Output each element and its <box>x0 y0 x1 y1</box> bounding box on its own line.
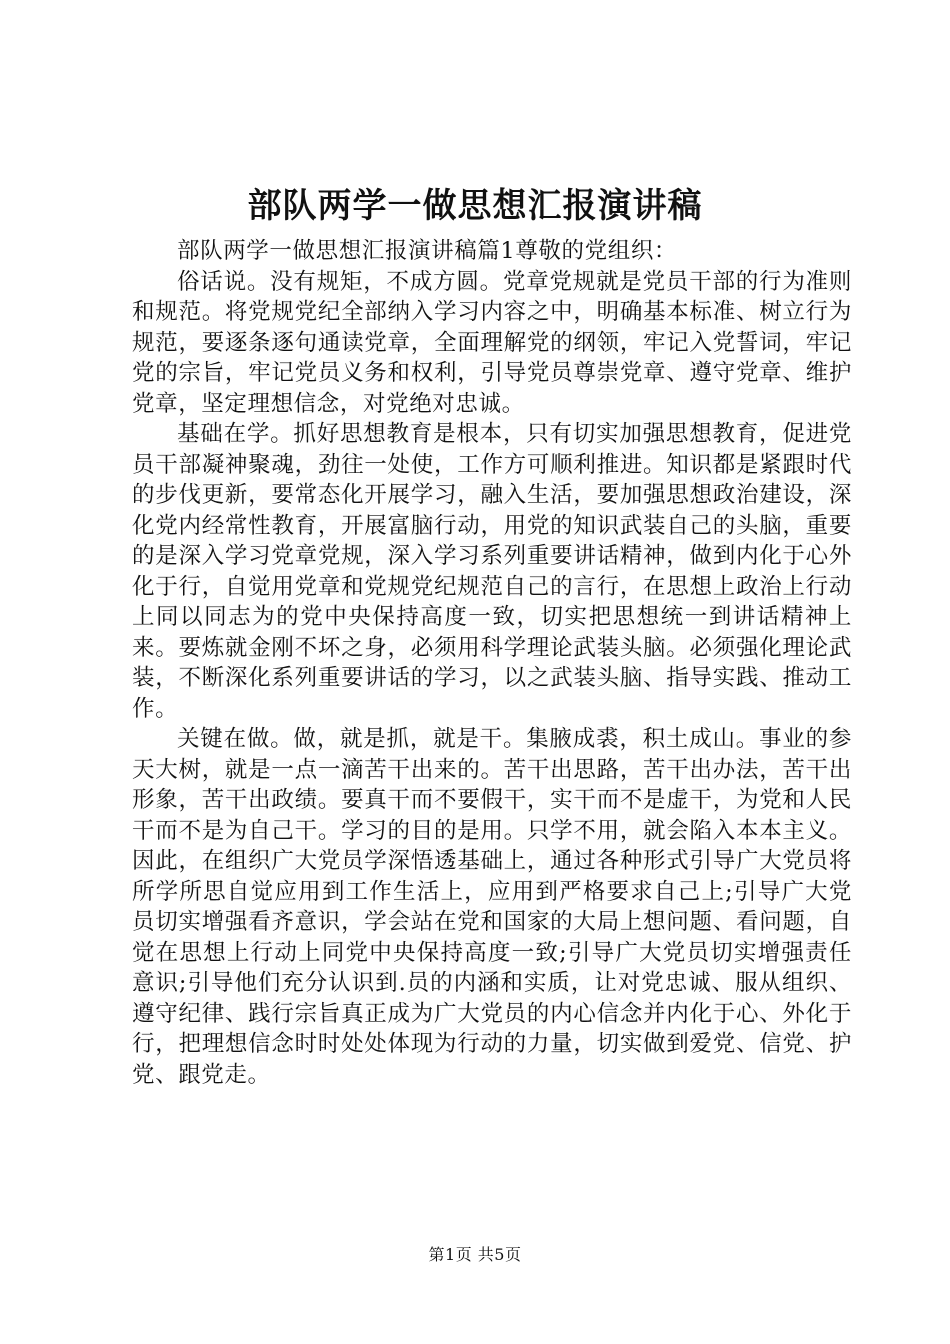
paragraph-study: 基础在学。抓好思想教育是根本，只有切实加强思想教育，促进党员干部凝神聚魂，劲往一处使，工作方可顺利推进。知识都是紧跟时代的步伐更新，要常态化开展学习，融入生活，要加强思想政治建设，深化党内经常性教育，开展富脑行动，用党的知识武装自己的头脑，重要的是深入学习党章党规，深入学习系列重要讲话精神，做到内化于心外化于行，自觉用党章和党规党纪规范自己的言行，在思想上政治上行动上同以同志为的党中央保持高度一致，切实把思想统一到讲话精神上来。要炼就金刚不坏之身，必须用科学理论武装头脑。必须强化理论武装，不断深化系列重要讲话的学习，以之武装头脑、指导实践、推动工作。 <box>132 421 852 722</box>
paragraph-action: 关键在做。做，就是抓，就是干。集腋成裘，积土成山。事业的参天大树，就是一点一滴苦干出来的。苦干出思路，苦干出办法，苦干出形象，苦干出政绩。要真干而不要假干，实干而不是虚干，为党和人民干而不是为自己干。学习的目的是用。只学不用，就会陷入本本主义。因此，在组织广大党员学深悟透基础上，通过各种形式引导广大党员将所学所思自觉应用到工作生活上，应用到严格要求自己上;引导广大党员切实增强看齐意识，学会站在党和国家的大局上想问题、看问题，自觉在思想上行动上同党中央保持高度一致;引导广大党员切实增强责任意识;引导他们充分认识到.员的内涵和实质，让对党忠诚、服从组织、遵守纪律、践行宗旨真正成为广大党员的内心信念并内化于心、外化于行，把理想信念时时处处体现为行动的力量，切实做到爱党、信党、护党、跟党走。 <box>132 726 852 1088</box>
document-title: 部队两学一做思想汇报演讲稿 <box>247 186 703 226</box>
page-number-footer: 第1页 共5页 <box>428 1245 522 1264</box>
paragraph-salutation: 部队两学一做思想汇报演讲稿篇1尊敬的党组织： <box>177 238 678 264</box>
paragraph-rules: 俗话说。没有规矩，不成方圆。党章党规就是党员干部的行为准则和规范。将党规党纪全部纳入学习内容之中，明确基本标准、树立行为规范，要逐条逐句通读党章，全面理解党的纲领，牢记入党誓词，牢记党的宗旨，牢记党员义务和权利，引导党员尊崇党章、遵守党章、维护党章，坚定理想信念，对党绝对忠诚。 <box>132 268 852 417</box>
document-body <box>132 236 852 1090</box>
